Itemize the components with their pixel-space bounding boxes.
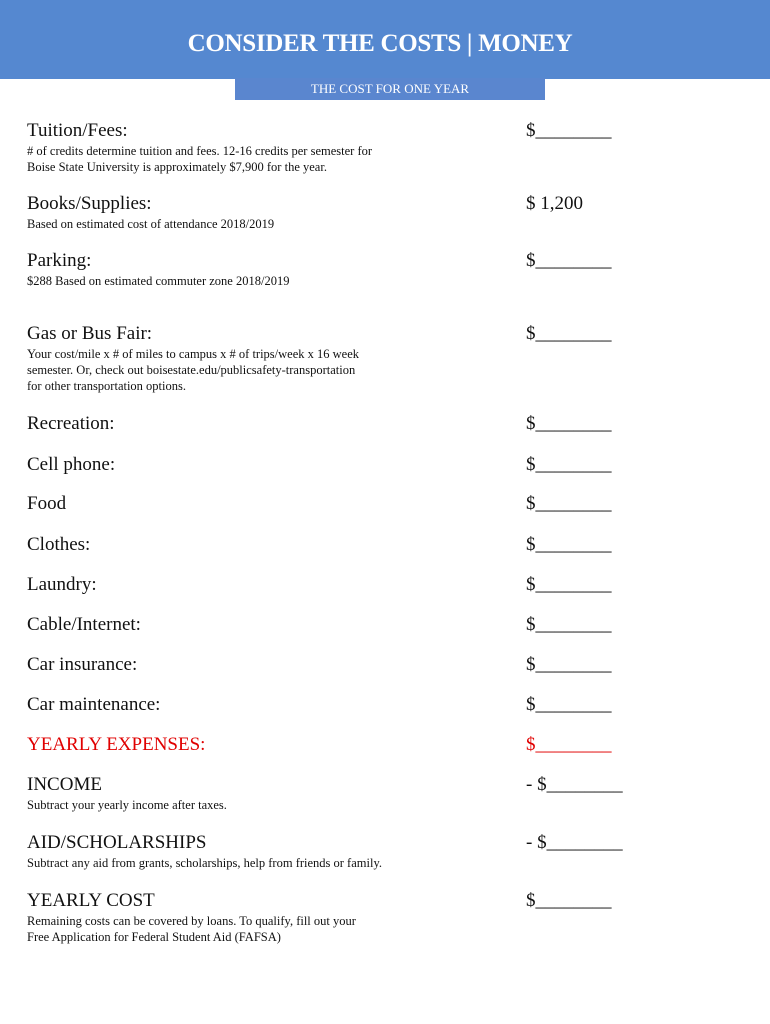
amount-field[interactable]: $________ [526, 614, 612, 635]
description-line: Your cost/mile x # of miles to campus x # of trips/week x 16 week [27, 347, 360, 361]
cost-description [27, 913, 356, 945]
description-line: Boise State University is approximately $7,900 for the year. [27, 160, 327, 174]
cost-label: Car insurance: [27, 654, 138, 675]
cost-label: Car maintenance: [27, 694, 161, 715]
description-line: Subtract your yearly income after taxes. [27, 798, 227, 812]
amount-field[interactable]: $________ [526, 250, 612, 271]
cost-label: Clothes: [27, 534, 91, 555]
cost-description [27, 855, 382, 871]
amount-field[interactable]: - $________ [526, 832, 623, 853]
cost-description [27, 143, 372, 175]
cost-label: Tuition/Fees: [27, 120, 128, 141]
amount-field[interactable]: $________ [526, 454, 612, 475]
amount-field[interactable]: $________ [526, 493, 612, 514]
cost-description [27, 797, 227, 813]
cost-label: Food [27, 493, 67, 514]
description-line: $288 Based on estimated commuter zone 2018/2019 [27, 274, 290, 288]
cost-label: Cable/Internet: [27, 614, 141, 635]
cost-label: Recreation: [27, 413, 115, 434]
amount-field[interactable]: $________ [526, 534, 612, 555]
cost-label: AID/SCHOLARSHIPS [27, 832, 207, 853]
cost-label: INCOME [27, 774, 102, 795]
amount-field[interactable]: - $________ [526, 774, 623, 795]
description-line: Based on estimated cost of attendance 2018/2019 [27, 217, 275, 231]
page-title: CONSIDER THE COSTS | MONEY [187, 30, 573, 57]
amount-field[interactable]: $________ [526, 694, 612, 715]
description-line: # of credits determine tuition and fees. 12-16 credits per semester for [27, 144, 373, 158]
cost-label: Gas or Bus Fair: [27, 323, 153, 344]
cost-description [27, 216, 274, 232]
description-line: Free Application for Federal Student Aid (FAFSA) [27, 930, 281, 944]
amount-field[interactable]: $________ [526, 574, 612, 595]
cost-label: Laundry: [27, 574, 97, 595]
amount-field[interactable]: $ 1,200 [526, 193, 583, 214]
cost-label: Books/Supplies: [27, 193, 152, 214]
page-header [0, 0, 770, 79]
description-line: for other transportation options. [27, 379, 186, 393]
description-line: Subtract any aid from grants, scholarships, help from friends or family. [27, 856, 383, 870]
subtitle-bar [235, 78, 545, 100]
description-line: semester. Or, check out boisestate.edu/publicsafety-transportation [27, 363, 356, 377]
amount-field[interactable]: $________ [526, 413, 612, 434]
cost-label: YEARLY EXPENSES: [27, 734, 206, 755]
page-subtitle: THE COST FOR ONE YEAR [310, 81, 470, 96]
cost-description [27, 346, 359, 394]
cost-label: Cell phone: [27, 454, 116, 475]
amount-field[interactable]: $________ [526, 323, 612, 344]
amount-field[interactable]: $________ [526, 890, 612, 911]
amount-field[interactable]: $________ [526, 120, 612, 141]
cost-description [27, 273, 289, 289]
description-line: Remaining costs can be covered by loans. To qualify, fill out your [27, 914, 356, 928]
cost-label: Parking: [27, 250, 92, 271]
amount-field[interactable]: $________ [526, 654, 612, 675]
amount-field[interactable]: $________ [526, 734, 612, 755]
cost-label: YEARLY COST [27, 890, 155, 911]
